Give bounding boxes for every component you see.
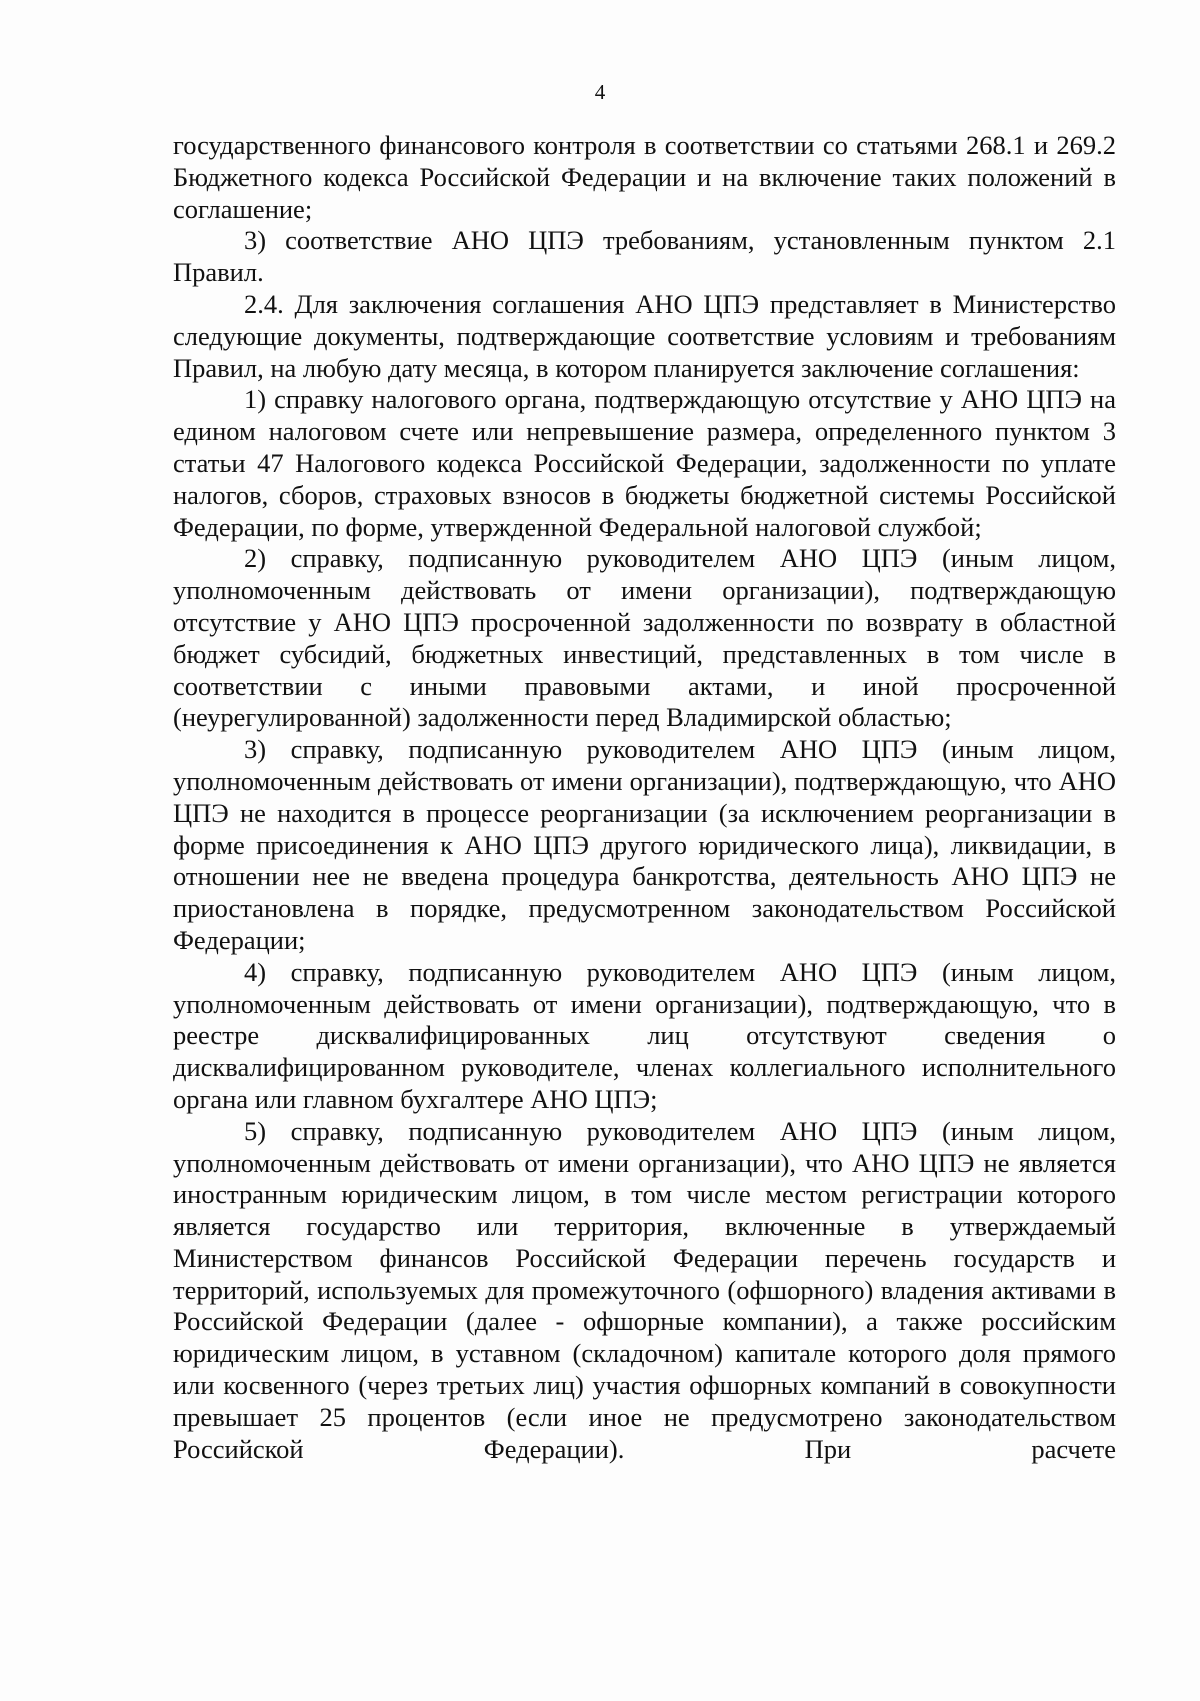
paragraph-2-4: 2.4. Для заключения соглашения АНО ЦПЭ представляет в Министерство следующие документы, подтверждающие соответствие условиям и требованиям Правил, на любую дату месяца, в котором планируется заключение соглашения: (173, 288, 1116, 383)
paragraph-item-1-tax-certificate: 1) справку налогового органа, подтверждающую отсутствие у АНО ЦПЭ на едином налоговом счете или непревышение размера, определенного пунктом 3 статьи 47 Налогового кодекса Российской Федерации, задолженности по уплате налогов, сборов, страховых взносов в бюджеты бюджетной системы Российской Федерации, по форме, утвержденной Федеральной налоговой службой; (173, 384, 1116, 542)
paragraph-item-2-debt-certificate: 2) справку, подписанную руководителем АНО ЦПЭ (иным лицом, уполномоченным действовать от имени организации), подтверждающую отсутствие у АНО ЦПЭ просроченной задолженности по возврату в областной бюджет субсидий, бюджетных инвестиций, представленных в том числе в соответствии с иными правовыми актами, и иной просроченной (неурегулированной) задолженности перед Владимирской областью; (173, 543, 1116, 733)
page-number: 4 (594, 80, 606, 104)
paragraph-item-4-disqualified-persons-certificate: 4) справку, подписанную руководителем АНО ЦПЭ (иным лицом, уполномоченным действовать от имени организации), подтверждающую, что в реестре дисквалифицированных лиц отсутствуют сведения о дисквалифицированном руководителе, членах коллегиального исполнительного органа или главном бухгалтере АНО ЦПЭ; (173, 956, 1116, 1114)
paragraph-item-5-offshore-certificate: 5) справку, подписанную руководителем АНО ЦПЭ (иным лицом, уполномоченным действовать от имени организации), что АНО ЦПЭ не является иностранным юридическим лицом, в том числе местом регистрации которого является государство или территория, включенные в утверждаемый Министерством финансов Российской Федерации перечень государств и территорий, используемых для промежуточного (офшорного) владения активами в Российской Федерации (далее - офшорные компании), а также российским юридическим лицом, в уставном (складочном) капитале которого доля прямого или косвенного (через третьих лиц) участия офшорных компаний в совокупности превышает 25 процентов (если иное не предусмотрено законодательством Российской Федерации). При расчете (173, 1115, 1116, 1464)
paragraph-continuation: государственного финансового контроля в соответствии со статьями 268.1 и 269.2 Бюджетного кодекса Российской Федерации и на включение таких положений в соглашение; (173, 130, 1116, 224)
paragraph-item-3-compliance: 3) соответствие АНО ЦПЭ требованиям, установленным пунктом 2.1 Правил. (173, 225, 1116, 288)
document-body (173, 130, 1116, 1465)
paragraph-item-3-reorganization-certificate: 3) справку, подписанную руководителем АНО ЦПЭ (иным лицом, уполномоченным действовать от имени организации), подтверждающую, что АНО ЦПЭ не находится в процессе реорганизации (за исключением реорганизации в форме присоединения к АНО ЦПЭ другого юридического лица), ликвидации, в отношении нее не введена процедура банкротства, деятельность АНО ЦПЭ не приостановлена в порядке, предусмотренном законодательством Российской Федерации; (173, 734, 1116, 955)
